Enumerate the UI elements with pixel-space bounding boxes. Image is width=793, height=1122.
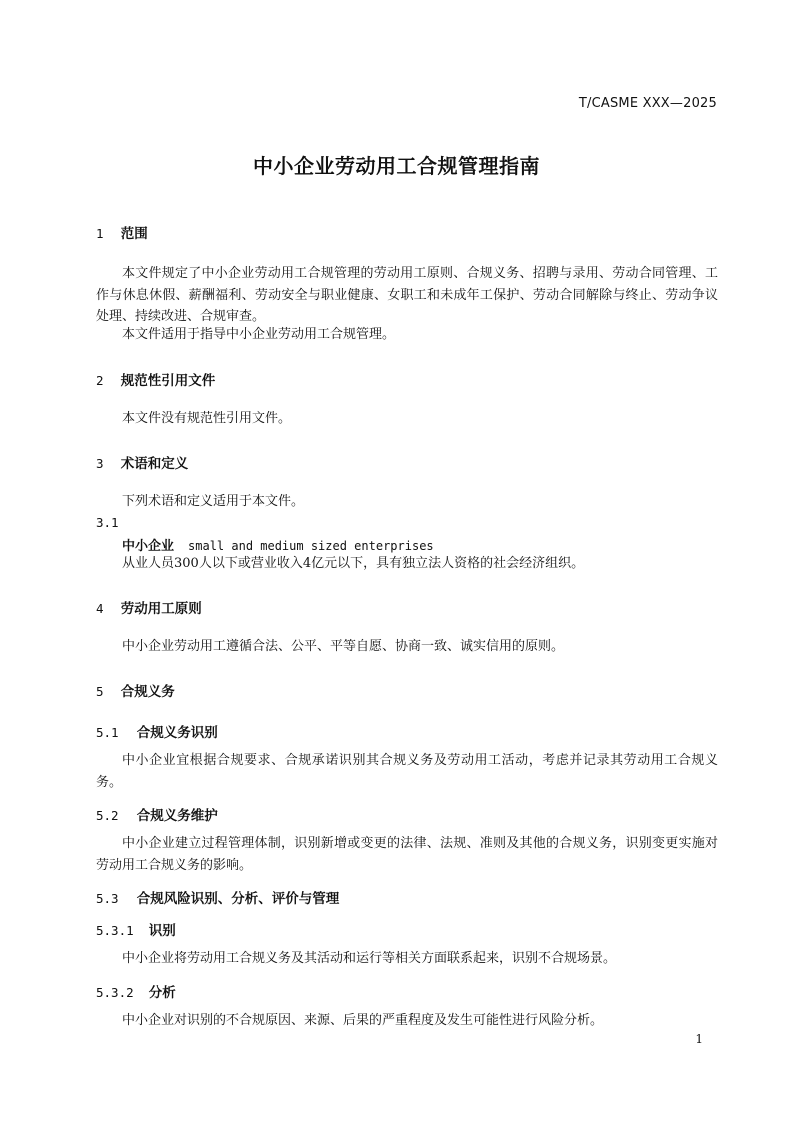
section-5-3-1-paragraph: 中小企业将劳动用工合规义务及其活动和运行等相关方面联系起来，识别不合规场景。	[122, 951, 617, 966]
section-5-3-1-heading	[96, 919, 176, 939]
section-number: 5	[96, 684, 104, 699]
term-definition: 从业人员300人以下或营业收入4亿元以下，具有独立法人资格的社会经济组织。	[122, 556, 585, 571]
standard-number: T/CASME XXX—2025	[578, 96, 717, 111]
section-title: 范围	[120, 226, 148, 242]
section-title: 合规义务识别	[136, 725, 218, 741]
section-3-paragraph: 下列术语和定义适用于本文件。	[122, 494, 305, 509]
section-2-paragraph: 本文件没有规范性引用文件。	[122, 411, 292, 426]
section-2-heading	[96, 369, 215, 389]
section-5-1-heading	[96, 721, 218, 741]
section-title: 合规义务维护	[136, 808, 218, 824]
section-number: 5.3	[96, 891, 119, 906]
section-title: 识别	[148, 923, 176, 939]
section-title: 术语和定义	[120, 456, 189, 472]
section-1-paragraph-2: 本文件适用于指导中小企业劳动用工合规管理。	[122, 327, 396, 342]
term-entry	[122, 535, 434, 554]
section-title: 合规风险识别、分析、评价与管理	[136, 891, 340, 907]
section-5-3-heading	[96, 887, 339, 907]
section-title: 分析	[148, 985, 176, 1001]
section-5-3-2-heading	[96, 981, 176, 1001]
section-4-paragraph: 中小企业劳动用工遵循合法、公平、平等自愿、协商一致、诚实信用的原则。	[122, 639, 565, 654]
section-1-paragraph-1: 本文件规定了中小企业劳动用工合规管理的劳动用工原则、合规义务、招聘与录用、劳动合同管理、工作与休息休假、薪酬福利、劳动安全与职业健康、女职工和未成年工保护、劳动合同解除与终止、劳动争议处理、持续改进、合规审查。	[96, 266, 718, 324]
section-number: 3	[96, 456, 104, 471]
section-number: 4	[96, 601, 104, 616]
section-number: 5.1	[96, 725, 119, 740]
section-title: 规范性引用文件	[120, 373, 216, 389]
section-title: 劳动用工原则	[120, 601, 202, 617]
section-number: 5.2	[96, 808, 119, 823]
document-title: 中小企业劳动用工合规管理指南	[253, 154, 540, 178]
section-5-heading	[96, 680, 175, 700]
section-3-heading	[96, 452, 188, 472]
section-number: 5.3.2	[96, 985, 134, 1000]
section-number: 1	[96, 226, 104, 241]
term-number: 3.1	[96, 515, 119, 530]
section-5-2-paragraph: 中小企业建立过程管理体制，识别新增或变更的法律、法规、准则及其他的合规义务，识别变更实施对劳动用工合规义务的影响。	[96, 836, 718, 873]
section-5-2-heading	[96, 804, 218, 824]
section-5-3-2-paragraph: 中小企业对识别的不合规原因、来源、后果的严重程度及发生可能性进行风险分析。	[122, 1013, 604, 1028]
term-chinese: 中小企业	[122, 539, 175, 554]
section-4-heading	[96, 597, 202, 617]
page-number: 1	[695, 1032, 703, 1046]
section-number: 5.3.1	[96, 923, 134, 938]
section-1-heading	[96, 222, 148, 242]
section-title: 合规义务	[120, 684, 175, 700]
section-number: 2	[96, 373, 104, 388]
term-english: small and medium sized enterprises	[188, 539, 434, 553]
section-5-1-paragraph: 中小企业宜根据合规要求、合规承诺识别其合规义务及劳动用工活动，考虑并记录其劳动用工合规义务。	[96, 753, 718, 790]
